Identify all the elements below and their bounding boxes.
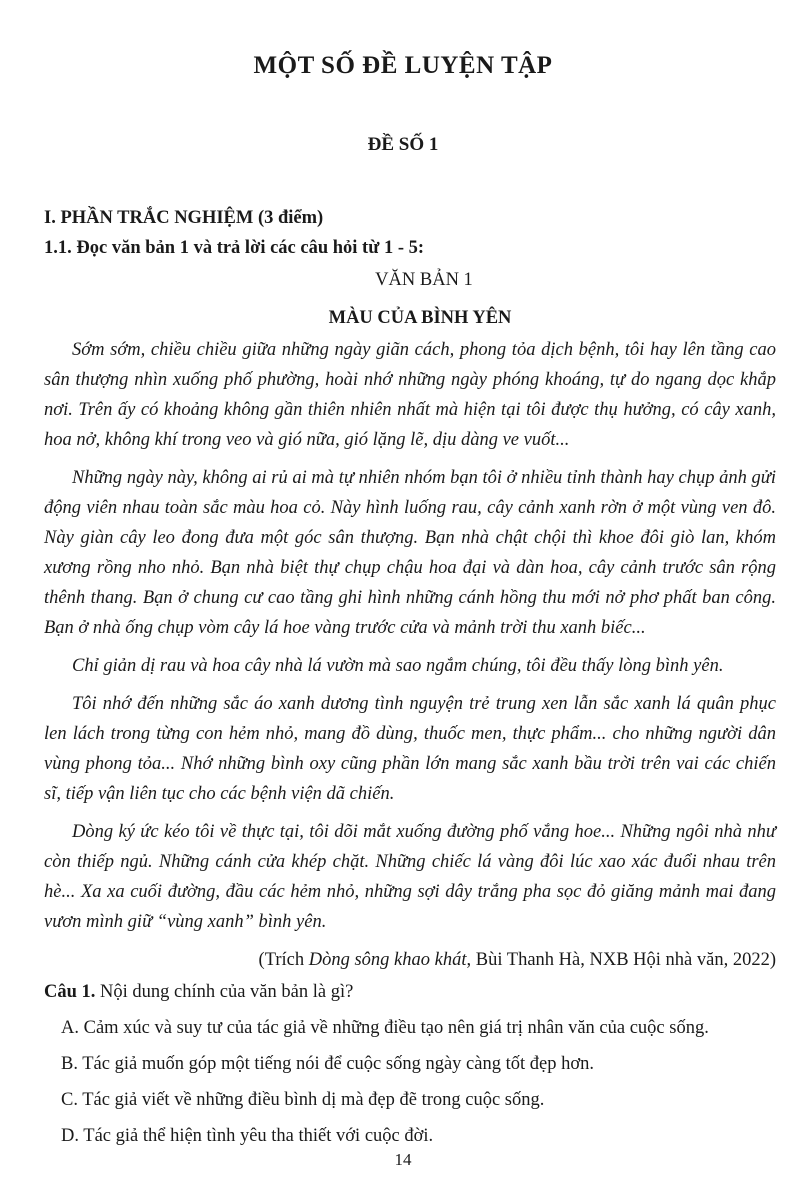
- source-book-title: Dòng sông khao khát: [308, 950, 467, 970]
- question-text: Nội dung chính của văn bản là gì?: [95, 982, 354, 1002]
- option-d: D. Tác giả thể hiện tình yêu tha thiết với cuộc đời.: [61, 1126, 434, 1146]
- main-title: MỘT SỐ ĐỀ LUYỆN TẬP: [253, 52, 553, 79]
- paragraph-3: Chỉ giản dị rau và hoa cây nhà lá vườn mà sao ngắm chúng, tôi đều thấy lòng bình yên.: [72, 656, 724, 676]
- section-heading: I. PHẦN TRẮC NGHIỆM (3 điểm): [44, 208, 324, 228]
- paragraph-1: Sớm sớm, chiều chiều giữa những ngày giãn cách, phong tỏa dịch bệnh, tôi hay lên tầng cao sân thượng nhìn xuống phố phường, hoài nhớ những ngày phóng khoáng, tự do ngang dọc khắp nơi. Trên ấy có khoảng không gần thiên nhiên nhất mà hiện tại tôi được thụ hưởng, có cây xanh, hoa nở, không khí trong veo và gió nữa, gió lặng lẽ, dịu dàng ve vuốt...: [44, 340, 776, 450]
- source-suffix: , Bùi Thanh Hà, NXB Hội nhà văn, 2022): [466, 950, 776, 970]
- option-a: A. Cảm xúc và suy tư của tác giả về những điều tạo nên giá trị nhân văn của cuộc sống.: [61, 1018, 709, 1038]
- paragraph-5: Dòng ký ức kéo tôi về thực tại, tôi dõi mắt xuống đường phố vắng hoe... Những ngôi nhà như còn thiếp ngủ. Những cánh cửa khép chặt. Những chiếc lá vàng đôi lúc xao xác đuổi nhau trên hè... Xa xa cuối đường, đầu các hẻm nhỏ, những sợi dây trắng pha sọc đỏ giăng mảnh mai đang vươn mình giữ “vùng xanh” bình yên.: [44, 822, 776, 932]
- question-label: Câu 1.: [44, 982, 96, 1002]
- page-number: 14: [394, 1150, 412, 1169]
- option-c: C. Tác giả viết về những điều bình dị mà đẹp đẽ trong cuộc sống.: [61, 1090, 545, 1110]
- exam-title: ĐỀ SỐ 1: [367, 134, 439, 155]
- option-b: B. Tác giả muốn góp một tiếng nói để cuộc sống ngày càng tốt đẹp hơn.: [61, 1054, 594, 1074]
- question-1: [44, 977, 776, 1007]
- paragraph-4: Tôi nhớ đến những sắc áo xanh dương tình nguyện trẻ trung xen lẫn sắc xanh lá quân phục len lách trong từng con hẻm nhỏ, mang đồ dùng, thuốc men, thực phẩm... cho những người dân vùng phong tỏa... Nhớ những bình oxy cũng phần lớn mang sắc xanh bầu trời trên vai các chiến sĩ, tiếp vận liên tục cho các bệnh viện dã chiến.: [44, 694, 776, 804]
- page-content: [44, 203, 776, 1157]
- text-title: MÀU CỦA BÌNH YÊN: [328, 308, 512, 328]
- source-citation: [44, 945, 776, 975]
- text-label: VĂN BẢN 1: [375, 270, 473, 290]
- paragraph-2: Những ngày này, không ai rủ ai mà tự nhiên nhóm bạn tôi ở nhiều tỉnh thành hay chụp ảnh gửi động viên nhau toàn sắc màu hoa cỏ. Này hình luống rau, cây cảnh xanh rờn ở một vùng ven đô. Này giàn cây leo đong đưa một góc sân thượng. Bạn nhà chật chội thì khoe đôi giò lan, khóm xương rồng nho nhỏ. Bạn nhà biệt thự chụp chậu hoa đại và dàn hoa, cây cảnh trước sân rộng thênh thang. Bạn ở chung cư cao tầng ghi hình những cánh hồng thu mới nở phơ phất ban công. Bạn ở nhà ống chụp vòm cây lá hoe vàng trước cửa và mảnh trời thu xanh biếc...: [44, 468, 776, 638]
- source-prefix: (Trích: [258, 950, 309, 970]
- subsection-heading: 1.1. Đọc văn bản 1 và trả lời các câu hỏi từ 1 - 5:: [44, 238, 425, 258]
